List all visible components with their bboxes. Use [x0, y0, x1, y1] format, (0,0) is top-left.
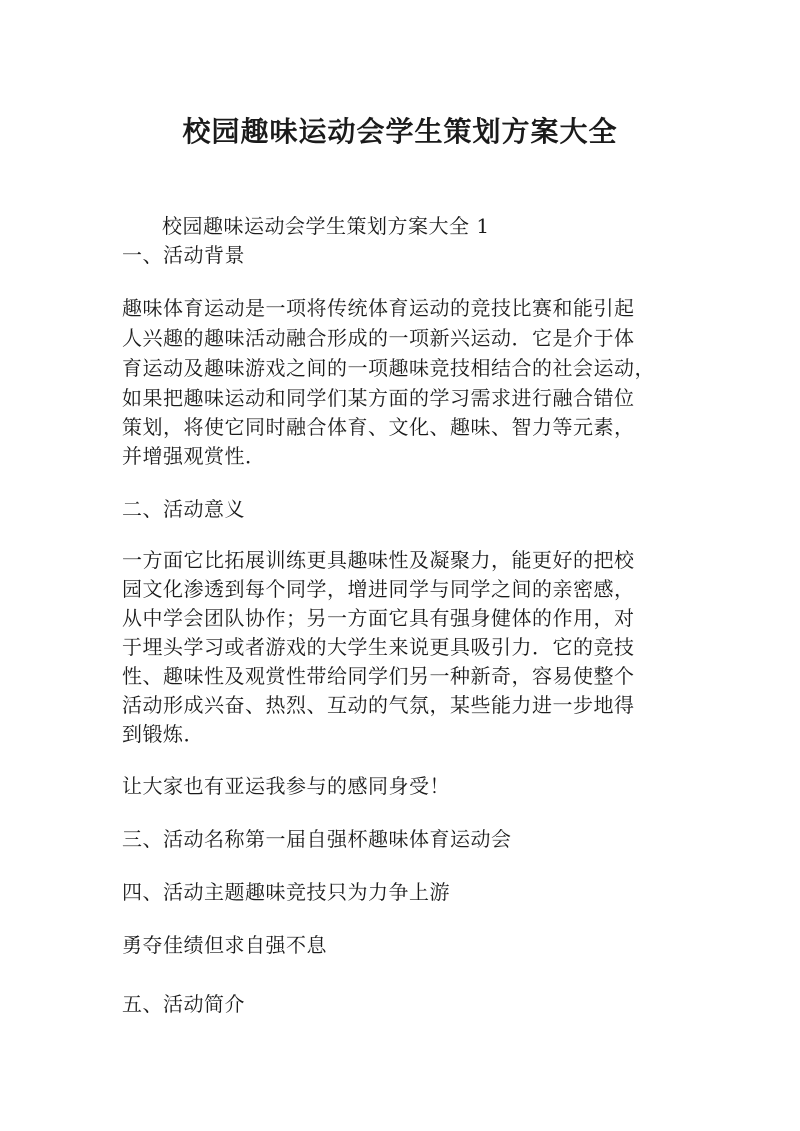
paragraph-line: 园文化渗透到每个同学，增进同学与同学之间的亲密感，	[122, 577, 635, 601]
paragraph-line: 策划，将使它同时融合体育、文化、趣味、智力等元素，	[122, 415, 635, 439]
section-heading-significance: 二、活动意义	[122, 497, 245, 521]
paragraph-line: 勇夺佳绩但求自强不息	[122, 933, 327, 957]
document-title: 校园趣味运动会学生策划方案大全	[182, 115, 618, 148]
paragraph-line: 趣味体育运动是一项将传统体育运动的竞技比赛和能引起	[122, 296, 635, 320]
section-heading-name: 三、活动名称第一届自强杯趣味体育运动会	[122, 827, 512, 851]
section-heading-intro: 五、活动简介	[122, 992, 245, 1016]
paragraph-line: 并增强观赏性．	[122, 444, 266, 468]
section-heading-background: 一、活动背景	[122, 243, 245, 267]
paragraph-line: 育运动及趣味游戏之间的一项趣味竞技相结合的社会运动，	[122, 356, 655, 380]
paragraph-line: 活动形成兴奋、热烈、互动的气氛，某些能力进一步地得	[122, 693, 635, 717]
section-heading-theme: 四、活动主题趣味竞技只为力争上游	[122, 880, 450, 904]
paragraph-line: 到锻炼．	[122, 722, 204, 746]
paragraph-line: 人兴趣的趣味活动融合形成的一项新兴运动．它是介于体	[122, 326, 635, 350]
document-subtitle: 校园趣味运动会学生策划方案大全 1	[162, 214, 490, 238]
paragraph-line: 让大家也有亚运我参与的感同身受！	[122, 774, 450, 798]
paragraph-line: 如果把趣味运动和同学们某方面的学习需求进行融合错位	[122, 386, 635, 410]
paragraph-line: 于埋头学习或者游戏的大学生来说更具吸引力．它的竞技	[122, 635, 635, 659]
paragraph-line: 从中学会团队协作；另一方面它具有强身健体的作用，对	[122, 606, 635, 630]
paragraph-line: 一方面它比拓展训练更具趣味性及凝聚力，能更好的把校	[122, 548, 635, 572]
paragraph-line: 性、趣味性及观赏性带给同学们另一种新奇，容易使整个	[122, 664, 635, 688]
